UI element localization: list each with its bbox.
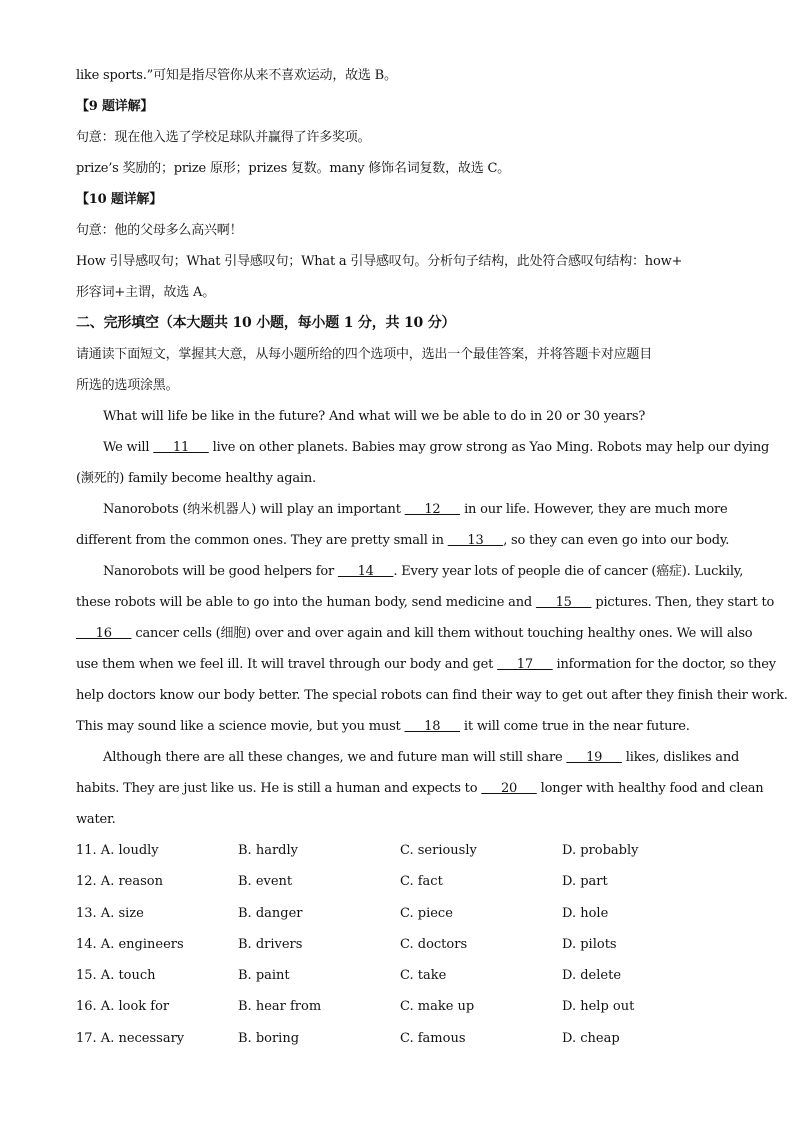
blank-13: 13 (447, 533, 504, 548)
blank-20: 20 (481, 781, 537, 796)
option-c: C. piece (400, 905, 453, 921)
text-line: prize’s 奖励的；prize 原形；prizes 复数。many 修饰名词复数，故选 C。 (76, 161, 510, 176)
passage-line: water. (76, 812, 116, 827)
option-b: B. drivers (238, 936, 303, 952)
option-b: B. boring (238, 1030, 300, 1046)
passage-line: We will 11 live on other planets. Babies may grow strong as Yao Ming. Robots may help our dying (103, 440, 770, 455)
text-line: How 引导感叹句；What 引导感叹句；What a 引导感叹句。分析句子结构，此处符合感叹句结构：how+ (76, 254, 683, 269)
option-c: C. seriously (400, 843, 477, 858)
option-d: D. help out (562, 999, 635, 1015)
option-a: 11. A. loudly (76, 843, 159, 858)
option-b: B. hardly (238, 843, 298, 858)
passage-line: Nanorobots (纳米机器人) will play an important 12 in our life. However, they are much more (103, 502, 728, 517)
option-d: D. probably (562, 843, 639, 858)
option-a: 16. A. look for (76, 999, 170, 1015)
option-b: B. paint (238, 968, 290, 984)
option-a: 12. A. reason (76, 874, 163, 890)
option-c: C. take (400, 968, 447, 984)
option-row-15 (76, 960, 726, 991)
blank-11: 11 (153, 440, 209, 455)
option-row-16 (76, 991, 726, 1022)
option-b: B. event (238, 874, 293, 890)
options-list (76, 835, 726, 1054)
instruction-line: 所选的选项涂黑。 (76, 378, 179, 393)
option-c: C. fact (400, 874, 443, 890)
option-d: D. part (562, 874, 608, 890)
blank-18: 18 (404, 719, 460, 734)
option-d: D. delete (562, 968, 622, 984)
text-line: 形容词+主谓，故选 A。 (76, 285, 216, 300)
passage-line: This may sound like a science movie, but you must 18 it will come true in the near future. (76, 719, 690, 734)
option-c: C. doctors (400, 936, 468, 952)
text-line: 句意：他的父母多么高兴啊！ (76, 223, 243, 238)
document-page (76, 60, 788, 1054)
passage-line: use them when we feel ill. It will travel through our body and get 17 information for the doctor, so they (76, 657, 776, 672)
option-row-14 (76, 929, 726, 960)
blank-16: 16 (76, 626, 132, 641)
text-line: like sports.”可知是指尽管你从来不喜欢运动，故选 B。 (76, 68, 397, 83)
passage-line: habits. They are just like us. He is still a human and expects to 20 longer with healthy food and clean (76, 781, 764, 796)
blank-12: 12 (404, 502, 461, 517)
blank-19: 19 (566, 750, 622, 765)
section-title: 二、完形填空（本大题共 10 小题，每小题 1 分，共 10 分） (76, 315, 456, 331)
passage-line: different from the common ones. They are pretty small in 13 , so they can even go into our body. (76, 533, 730, 548)
passage-line: these robots will be able to go into the human body, send medicine and 15 pictures. Then, they start to (76, 595, 775, 610)
blank-17: 17 (497, 657, 553, 672)
blank-15: 15 (535, 595, 592, 610)
option-c: C. make up (400, 999, 475, 1015)
option-c: C. famous (400, 1030, 466, 1046)
question-heading: 【9 题详解】 (76, 99, 154, 114)
option-b: B. hear from (238, 999, 322, 1015)
option-d: D. cheap (562, 1030, 620, 1046)
passage-line: Although there are all these changes, we and future man will still share 19 likes, dislikes and (103, 750, 740, 765)
passage-line: What will life be like in the future? And what will we be able to do in 20 or 30 years? (103, 409, 646, 424)
text-line: 句意：现在他入选了学校足球队并赢得了许多奖项。 (76, 130, 371, 145)
option-d: D. pilots (562, 936, 617, 952)
option-a: 13. A. size (76, 905, 144, 921)
blank-14: 14 (337, 564, 394, 579)
option-d: D. hole (562, 905, 609, 921)
question-heading: 【10 题详解】 (76, 192, 163, 207)
instruction-line: 请通读下面短文，掌握其大意，从每小题所给的四个选项中，选出一个最佳答案，并将答题卡对应题目 (76, 347, 653, 362)
passage-line: help doctors know our body better. The special robots can find their way to get out after they finish their work. (76, 688, 788, 703)
option-row-11 (76, 835, 726, 866)
option-a: 14. A. engineers (76, 936, 184, 952)
option-b: B. danger (238, 905, 303, 921)
passage-line: (濒死的) family become healthy again. (76, 471, 316, 486)
passage-line: Nanorobots will be good helpers for 14 . Every year lots of people die of cancer (癌症). Luckily, (103, 564, 744, 579)
option-row-13 (76, 898, 726, 929)
option-row-12 (76, 866, 726, 897)
option-row-17 (76, 1023, 726, 1054)
passage-line: 16 cancer cells (细胞) over and over again and kill them without touching healthy ones. We will also (76, 626, 753, 641)
option-a: 15. A. touch (76, 968, 156, 984)
option-a: 17. A. necessary (76, 1030, 185, 1046)
